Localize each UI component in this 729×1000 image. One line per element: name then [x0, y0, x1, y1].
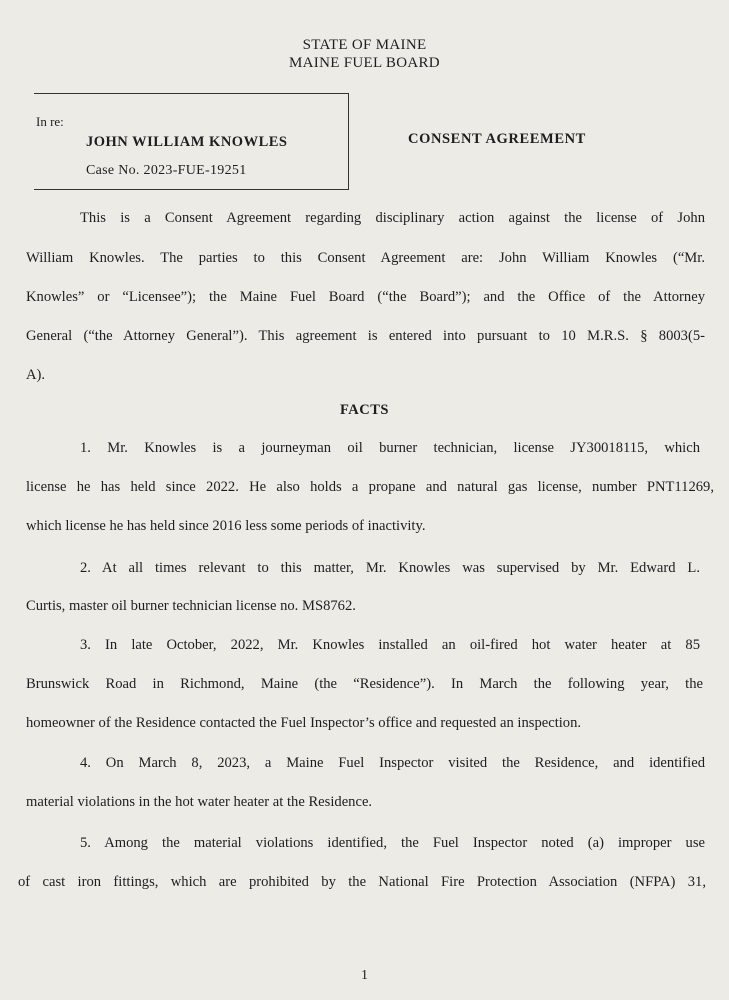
fact-line: 3. In late October, 2022, Mr. Knowles installed an oil-fired hot water heater at 85 [80, 637, 700, 653]
fact-line: Curtis, master oil burner technician license no. MS8762. [26, 598, 356, 614]
respondent-name: JOHN WILLIAM KNOWLES [86, 134, 288, 150]
fact-line: 1. Mr. Knowles is a journeyman oil burner technician, license JY30018115, which [80, 440, 700, 456]
intro-line: Knowles” or “Licensee”); the Maine Fuel Board (“the Board”); and the Office of the Attorney [26, 289, 705, 305]
fact-line: license he has held since 2022. He also holds a propane and natural gas license, number PNT11269, [26, 479, 714, 495]
fact-line: Brunswick Road in Richmond, Maine (the “Residence”). In March the following year, the [26, 676, 703, 692]
board-name: MAINE FUEL BOARD [289, 55, 440, 71]
intro-line: General (“the Attorney General”). This agreement is entered into pursuant to 10 M.R.S. § 8003(5- [26, 328, 705, 344]
intro-line: William Knowles. The parties to this Consent Agreement are: John William Knowles (“Mr. [26, 250, 705, 266]
fact-line: of cast iron fittings, which are prohibited by the National Fire Protection Association (NFPA) 31, [18, 874, 706, 890]
fact-line: material violations in the hot water heater at the Residence. [26, 794, 373, 810]
fact-line: 2. At all times relevant to this matter, Mr. Knowles was supervised by Mr. Edward L. [80, 560, 700, 576]
facts-heading: FACTS [340, 402, 389, 418]
case-number: Case No. 2023-FUE-19251 [86, 163, 247, 178]
document-title: CONSENT AGREEMENT [408, 131, 586, 147]
fact-line: 5. Among the material violations identified, the Fuel Inspector noted (a) improper use [80, 835, 705, 851]
fact-line: homeowner of the Residence contacted the Fuel Inspector’s office and requested an inspection. [26, 715, 582, 731]
intro-line: This is a Consent Agreement regarding disciplinary action against the license of John [80, 210, 705, 226]
intro-line: A). [26, 367, 46, 383]
page-number: 1 [361, 968, 368, 983]
document-header [0, 36, 729, 72]
in-re-label: In re: [36, 114, 64, 129]
caption-box [34, 93, 349, 190]
fact-line: 4. On March 8, 2023, a Maine Fuel Inspector visited the Residence, and identified [80, 755, 705, 771]
state-name: STATE OF MAINE [302, 37, 427, 53]
fact-line: which license he has held since 2016 less some periods of inactivity. [26, 518, 426, 534]
